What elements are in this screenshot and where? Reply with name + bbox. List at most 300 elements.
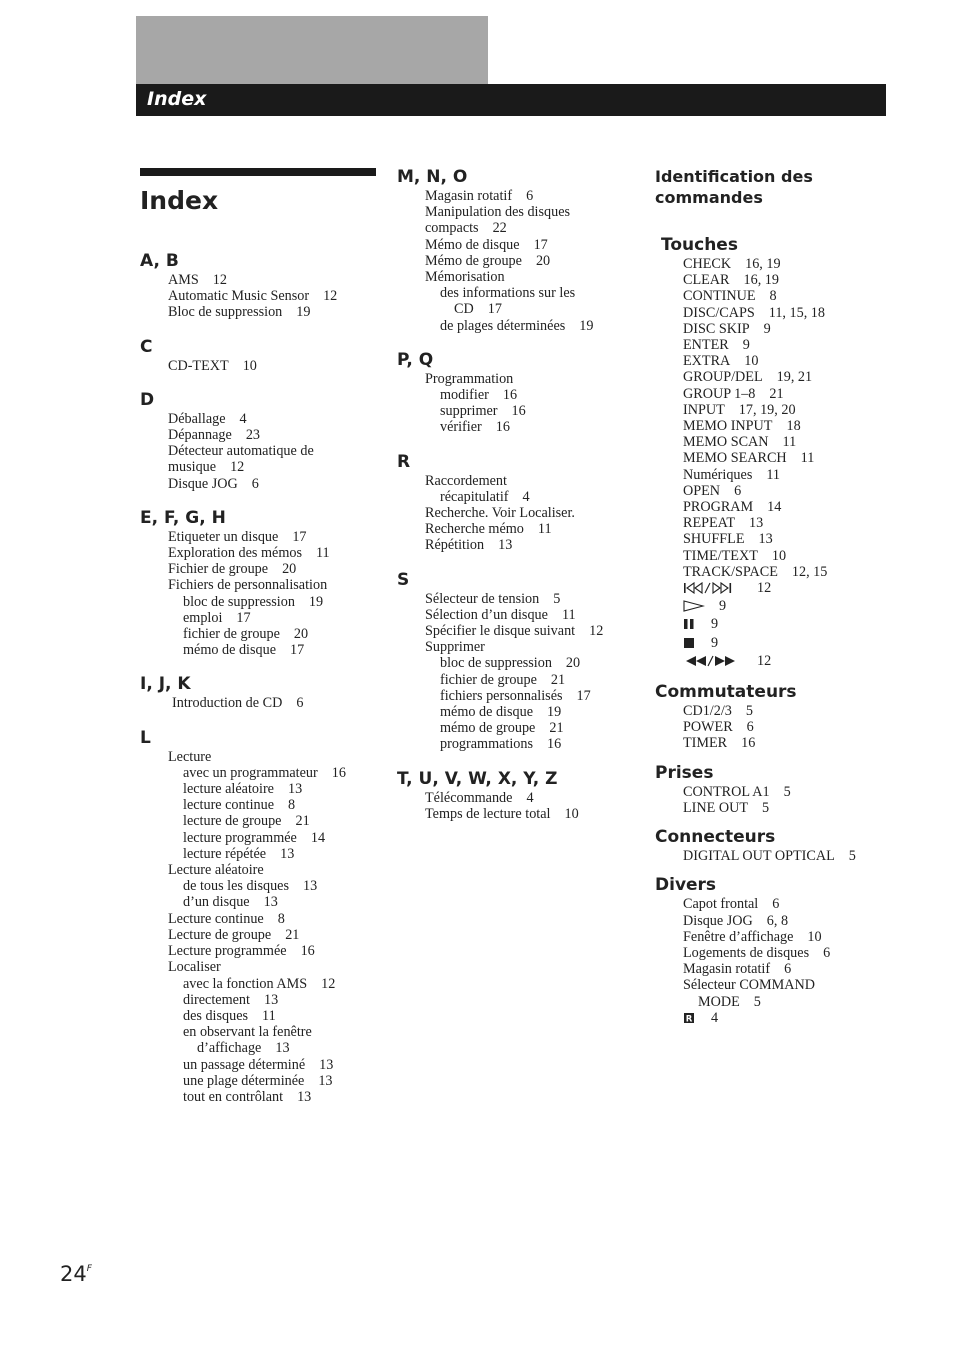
entry-page-ref: 17 (292, 528, 307, 545)
section-entries (655, 256, 915, 671)
entry-term: Fichiers de personnalisation (168, 577, 328, 594)
entry-term: un passage déterminé (183, 1056, 306, 1073)
section-entries (397, 371, 637, 436)
entry-page-ref: 6 (772, 896, 780, 913)
entry-term: Supprimer (425, 639, 485, 656)
index-entry (655, 434, 915, 450)
index-entry (140, 545, 376, 561)
index-entry (655, 735, 915, 751)
entry-page-ref: 6 (784, 961, 792, 978)
index-entry (397, 371, 637, 387)
entry-page-ref: 21 (550, 671, 566, 688)
entry-term: MEMO SCAN (683, 434, 769, 451)
entry-term: Logements de disques (683, 944, 810, 961)
col2-sections (397, 166, 637, 822)
index-entry (397, 204, 637, 220)
entry-page-ref: 17 (576, 687, 591, 704)
page-title: Index (140, 186, 219, 215)
index-entry (655, 800, 915, 816)
index-entry (397, 639, 637, 655)
entry-term: SHUFFLE (683, 531, 745, 548)
entry-page-ref: 16, 19 (743, 272, 779, 289)
entry-page-ref: 19 (547, 704, 562, 721)
entry-page-ref: 6 (296, 695, 304, 712)
index-entry (397, 285, 637, 301)
entry-page-ref: 19 (296, 304, 311, 321)
entry-page-ref: 13 (287, 781, 303, 798)
entry-term: bloc de suppression (440, 655, 552, 672)
section-heading-s: S (397, 569, 410, 590)
entry-page-ref: 16 (300, 943, 315, 960)
entry-page-ref: 16, 19 (745, 256, 781, 272)
entry-term: CD-TEXT (168, 357, 229, 374)
index-entry (397, 537, 637, 553)
index-entry (140, 1024, 376, 1040)
index-entry (655, 531, 915, 547)
entry-term: LINE OUT (683, 799, 749, 816)
entry-page-ref: 17 (236, 609, 251, 626)
entry-term: emploi (183, 609, 223, 626)
index-entry (140, 830, 376, 846)
section-entries (397, 591, 637, 753)
entry-term: d’un disque (183, 894, 250, 911)
index-entry (397, 403, 637, 419)
entry-page-ref: 6, 8 (766, 912, 789, 929)
entry-term: Lecture programmée (168, 943, 287, 960)
index-entry (140, 797, 376, 813)
entry-term: Manipulation des disques (425, 204, 571, 221)
entry-page-ref: 12 (321, 975, 336, 992)
section-entries (140, 695, 376, 711)
entry-term: Fenêtre d’affichage (683, 928, 794, 945)
entry-page-ref: 17 (533, 236, 548, 253)
entry-page-ref: 13 (297, 1088, 312, 1105)
entry-page-ref: 13 (319, 1056, 334, 1073)
index-entry (140, 1073, 376, 1089)
section-heading-c: C (140, 336, 153, 357)
section-heading-touches: Touches (661, 235, 738, 255)
entry-page-ref: 14 (767, 499, 782, 516)
entry-page-ref: 17 (290, 642, 305, 659)
header-title: Index (147, 88, 207, 110)
entry-page-ref: 9 (742, 337, 750, 354)
section-entries (140, 749, 376, 1105)
index-entry (397, 591, 637, 607)
index-entry (655, 450, 915, 466)
entry-page-ref: 10 (744, 353, 759, 370)
entry-term: compacts (425, 220, 479, 237)
entry-term: Mémorisation (425, 269, 505, 286)
entry-page-ref: 21 (295, 813, 310, 830)
entry-term: Lecture (168, 748, 212, 765)
entry-term: DISC/CAPS (683, 304, 755, 321)
index-entry (655, 369, 915, 385)
section-entries (140, 411, 376, 492)
index-entry (140, 642, 376, 658)
entry-page-ref: 19 (579, 317, 594, 334)
index-entry (655, 418, 915, 434)
entry-term: TIMER (683, 735, 728, 752)
entry-page-ref: 13 (758, 531, 773, 548)
entry-term: supprimer (440, 403, 498, 420)
section-heading-commutateurs: Commutateurs (655, 682, 797, 703)
index-entry (140, 288, 376, 304)
index-entry (655, 703, 915, 719)
header-gray-block (136, 16, 488, 84)
entry-term: avec un programmateur (183, 764, 318, 781)
section-entries (140, 358, 376, 374)
svg-text:R: R (685, 1014, 693, 1024)
entry-term: Recherche mémo (425, 521, 524, 538)
entry-page-ref: 10 (242, 357, 257, 374)
rew-ff-icon (683, 655, 743, 671)
entry-term: de plages déterminées (440, 317, 566, 334)
entry-page-ref: 21 (769, 385, 784, 402)
index-entry (140, 358, 376, 374)
remote-icon (683, 1012, 697, 1028)
index-entry (655, 994, 915, 1010)
section-heading-l: L (140, 727, 151, 748)
entry-page-ref: 9 (763, 320, 771, 337)
entry-term: AMS (168, 272, 199, 288)
index-entry (655, 483, 915, 499)
index-entry (655, 402, 915, 418)
entry-page-ref: 12 (230, 459, 245, 476)
entry-page-ref: 12 (212, 272, 227, 288)
entry-term: EXTRA (683, 353, 731, 370)
ident-heading-line1: Identification des (655, 167, 813, 186)
entry-page-ref: 19 (308, 593, 324, 610)
index-entry (140, 1040, 376, 1056)
entry-term: avec la fonction AMS (183, 975, 308, 992)
section-heading-divers: Divers (655, 875, 717, 896)
entry-term: DISC SKIP (683, 320, 750, 337)
entry-page-ref: 10 (771, 547, 787, 564)
index-entry (140, 427, 376, 443)
index-entry (397, 672, 637, 688)
entry-page-ref: 12, 15 (791, 563, 828, 580)
col3-sections (655, 234, 915, 1028)
title-rule (140, 168, 376, 176)
entry-term: lecture de groupe (183, 813, 282, 830)
entry-term: Programmation (425, 370, 514, 387)
stop-icon (683, 637, 697, 653)
entry-page-ref: 13 (263, 991, 279, 1008)
entry-term: Disque JOG (683, 912, 753, 929)
index-entry (397, 505, 637, 521)
entry-term: Capot frontal (683, 896, 759, 913)
entry-page-ref: 10 (564, 805, 579, 822)
index-entry (140, 943, 376, 959)
page-number-value: 24 (60, 1262, 87, 1286)
index-entry (397, 220, 637, 236)
entry-term: PROGRAM (683, 499, 754, 516)
index-entry (655, 499, 915, 515)
entry-term: Lecture de groupe (168, 926, 272, 943)
index-column-2 (397, 166, 637, 822)
index-entry (140, 529, 376, 545)
entry-term: lecture aléatoire (183, 781, 274, 798)
header-bar (136, 84, 886, 116)
entry-page-ref: 5 (783, 783, 791, 800)
section-entries (140, 272, 376, 321)
index-entry (655, 719, 915, 735)
entry-page-ref: 16 (331, 764, 346, 781)
entry-term: des disques (183, 1007, 249, 1024)
entry-term: musique (168, 459, 217, 476)
index-entry (655, 945, 915, 961)
entry-page-ref: 13 (263, 894, 278, 911)
entry-page-ref: 11 (561, 606, 576, 623)
entry-term: Mémo de disque (425, 236, 520, 253)
entry-page-ref: 9 (719, 598, 727, 615)
entry-term: Lecture continue (168, 910, 264, 927)
index-entry (655, 467, 915, 483)
index-entry (140, 1057, 376, 1073)
section-heading-i-j-k: I, J, K (140, 674, 191, 695)
entry-term: mémo de groupe (440, 720, 536, 737)
entry-term: Exploration des mémos (168, 545, 302, 562)
entry-term: lecture répétée (183, 845, 267, 862)
index-entry (655, 256, 915, 272)
entry-page-ref: 11 (800, 450, 815, 467)
section-heading-p-q: P, Q (397, 349, 434, 370)
section-heading-prises: Prises (655, 762, 714, 783)
index-entry (655, 635, 915, 653)
entry-term: vérifier (440, 419, 482, 436)
entry-term: lecture continue (183, 797, 274, 814)
index-entry (140, 813, 376, 829)
entry-page-ref: 11 (315, 545, 330, 562)
entry-page-ref: 20 (535, 252, 551, 269)
entry-page-ref: 16 (495, 419, 510, 436)
index-entry (397, 607, 637, 623)
entry-page-ref: 16 (511, 403, 526, 420)
index-entry (140, 577, 376, 593)
entry-term: Automatic Music Sensor (168, 288, 310, 305)
index-entry (655, 515, 915, 531)
index-entry (140, 476, 376, 492)
index-entry (140, 878, 376, 894)
entry-term: Dépannage (168, 427, 232, 444)
index-entry (655, 564, 915, 580)
entry-page-ref: 20 (293, 626, 309, 643)
entry-page-ref: 4 (526, 789, 534, 806)
section-entries (140, 529, 376, 659)
entry-page-ref: 8 (769, 288, 777, 305)
index-entry (655, 580, 915, 598)
entry-page-ref: 16 (502, 387, 518, 404)
entry-page-ref: 16 (547, 736, 562, 753)
entry-page-ref: 8 (277, 910, 285, 927)
index-entry (140, 911, 376, 927)
entry-term: une plage déterminée (183, 1072, 305, 1089)
col1-sections (140, 250, 376, 1105)
entry-page-ref: 18 (786, 418, 801, 435)
entry-page-ref: 12 (589, 623, 604, 640)
index-entry (140, 272, 376, 288)
entry-term: mémo de disque (440, 704, 533, 721)
entry-page-ref: 13 (280, 845, 295, 862)
index-entry (655, 305, 915, 321)
entry-page-ref: 19, 21 (776, 369, 813, 386)
index-entry (397, 521, 637, 537)
entry-page-ref: 13 (303, 878, 318, 895)
entry-term: Lecture aléatoire (168, 862, 264, 879)
ident-heading-line2: commandes (655, 188, 763, 207)
entry-term: Localiser (168, 959, 221, 976)
index-entry (655, 848, 915, 864)
entry-page-ref: 11 (766, 466, 781, 483)
entry-term: Spécifier le disque suivant (425, 623, 576, 640)
index-entry (397, 736, 637, 752)
entry-term: fichier de groupe (183, 626, 280, 643)
index-entry (140, 411, 376, 427)
entry-page-ref: 12 (757, 580, 772, 597)
section-heading-connecteurs: Connecteurs (655, 827, 776, 848)
entry-term: Recherche. Voir Localiser. (425, 505, 575, 522)
entry-page-ref: 17, 19, 20 (738, 401, 796, 418)
entry-page-ref: 12 (757, 652, 772, 669)
index-entry (397, 387, 637, 403)
entry-page-ref: 13 (275, 1040, 290, 1057)
entry-page-ref: 6 (746, 719, 754, 736)
entry-page-ref: 21 (285, 926, 300, 943)
entry-term: fichiers personnalisés (440, 687, 563, 704)
page-number-suffix: F (86, 1264, 92, 1274)
entry-term: Magasin rotatif (425, 188, 513, 204)
index-entry (655, 784, 915, 800)
entry-term: récapitulatif (440, 488, 509, 505)
prev-next-icon (683, 582, 743, 598)
index-entry (397, 473, 637, 489)
entry-page-ref: 11 (537, 521, 552, 538)
index-entry (655, 337, 915, 353)
entry-term: POWER (683, 719, 733, 736)
index-entry (140, 781, 376, 797)
entry-term: GROUP 1–8 (683, 385, 756, 402)
index-entry (140, 695, 376, 711)
section-heading-e-f-g-h: E, F, G, H (140, 507, 226, 528)
entry-term: CONTINUE (683, 288, 756, 305)
entry-page-ref: 11 (782, 434, 797, 451)
entry-page-ref: 13 (749, 515, 764, 532)
entry-term: des informations sur les (440, 285, 576, 302)
section-entries (655, 848, 915, 864)
index-entry (140, 862, 376, 878)
section-entries (397, 188, 637, 334)
entry-term: lecture programmée (183, 829, 297, 846)
index-entry (397, 623, 637, 639)
index-entry (140, 594, 376, 610)
index-entry (655, 272, 915, 288)
entry-term: MODE (698, 993, 740, 1010)
entry-term: MEMO SEARCH (683, 450, 787, 467)
index-entry (655, 977, 915, 993)
index-entry (655, 913, 915, 929)
entry-term: REPEAT (683, 515, 736, 532)
entry-page-ref: 23 (245, 427, 260, 444)
entry-page-ref: 14 (310, 829, 326, 846)
section-heading-r: R (397, 451, 411, 472)
entry-page-ref: 5 (553, 590, 561, 607)
entry-page-ref: 22 (492, 220, 507, 237)
index-entry (397, 655, 637, 671)
index-entry (140, 443, 376, 459)
section-heading-m-n-o: M, N, O (397, 167, 468, 187)
index-entry (140, 610, 376, 626)
index-entry (397, 269, 637, 285)
entry-term: en observant la fenêtre (183, 1024, 312, 1041)
entry-page-ref: 8 (288, 797, 296, 814)
entry-term: directement (183, 991, 250, 1008)
index-entry (655, 961, 915, 977)
index-entry (655, 598, 915, 616)
entry-term: ENTER (683, 337, 729, 354)
entry-term: programmations (440, 736, 533, 753)
index-column-3 (655, 166, 915, 1028)
index-entry (655, 386, 915, 402)
entry-term: Sélecteur COMMAND (683, 977, 816, 994)
entry-page-ref: 10 (807, 928, 822, 945)
index-entry (397, 688, 637, 704)
section-entries (397, 790, 637, 822)
entry-term: bloc de suppression (183, 593, 295, 610)
entry-term: TIME/TEXT (683, 547, 758, 564)
entry-page-ref: 4 (239, 410, 247, 427)
entry-page-ref: 5 (753, 993, 761, 1010)
index-entry (655, 548, 915, 564)
entry-page-ref: 20 (565, 655, 581, 672)
index-entry (397, 489, 637, 505)
entry-page-ref: 11 (262, 1007, 276, 1024)
entry-term: MEMO INPUT (683, 418, 773, 435)
entry-page-ref: 5 (762, 799, 770, 816)
section-heading-d: D (140, 389, 155, 410)
index-entry (397, 318, 637, 334)
index-entry (140, 459, 376, 475)
entry-page-ref: 6 (526, 188, 534, 204)
entry-term: Bloc de suppression (168, 304, 283, 321)
entry-term: d’affichage (197, 1040, 262, 1057)
index-entry (140, 959, 376, 975)
entry-term: Numériques (683, 466, 753, 483)
index-entry (140, 894, 376, 910)
page-number (60, 1262, 92, 1286)
section-heading-t-u-v-w-x-y-z: T, U, V, W, X, Y, Z (397, 768, 558, 789)
entry-page-ref: 17 (487, 301, 502, 318)
entry-page-ref: 4 (522, 488, 530, 505)
index-entry (655, 288, 915, 304)
section-entries (655, 784, 915, 816)
index-entry (655, 321, 915, 337)
index-entry (655, 1010, 915, 1028)
index-entry (140, 304, 376, 320)
entry-term: CD1/2/3 (683, 703, 732, 720)
entry-term: tout en contrôlant (183, 1088, 284, 1105)
entry-page-ref: 5 (745, 703, 753, 720)
entry-term: Introduction de CD (172, 695, 283, 712)
index-entry (140, 976, 376, 992)
index-entry (140, 927, 376, 943)
index-entry (140, 749, 376, 765)
entry-page-ref: 4 (711, 1009, 719, 1026)
entry-term: modifier (440, 387, 489, 404)
entry-term: fichier de groupe (440, 671, 537, 688)
entry-term: Etiqueter un disque (168, 528, 279, 545)
index-entry (397, 237, 637, 253)
entry-page-ref: 6 (734, 482, 742, 499)
